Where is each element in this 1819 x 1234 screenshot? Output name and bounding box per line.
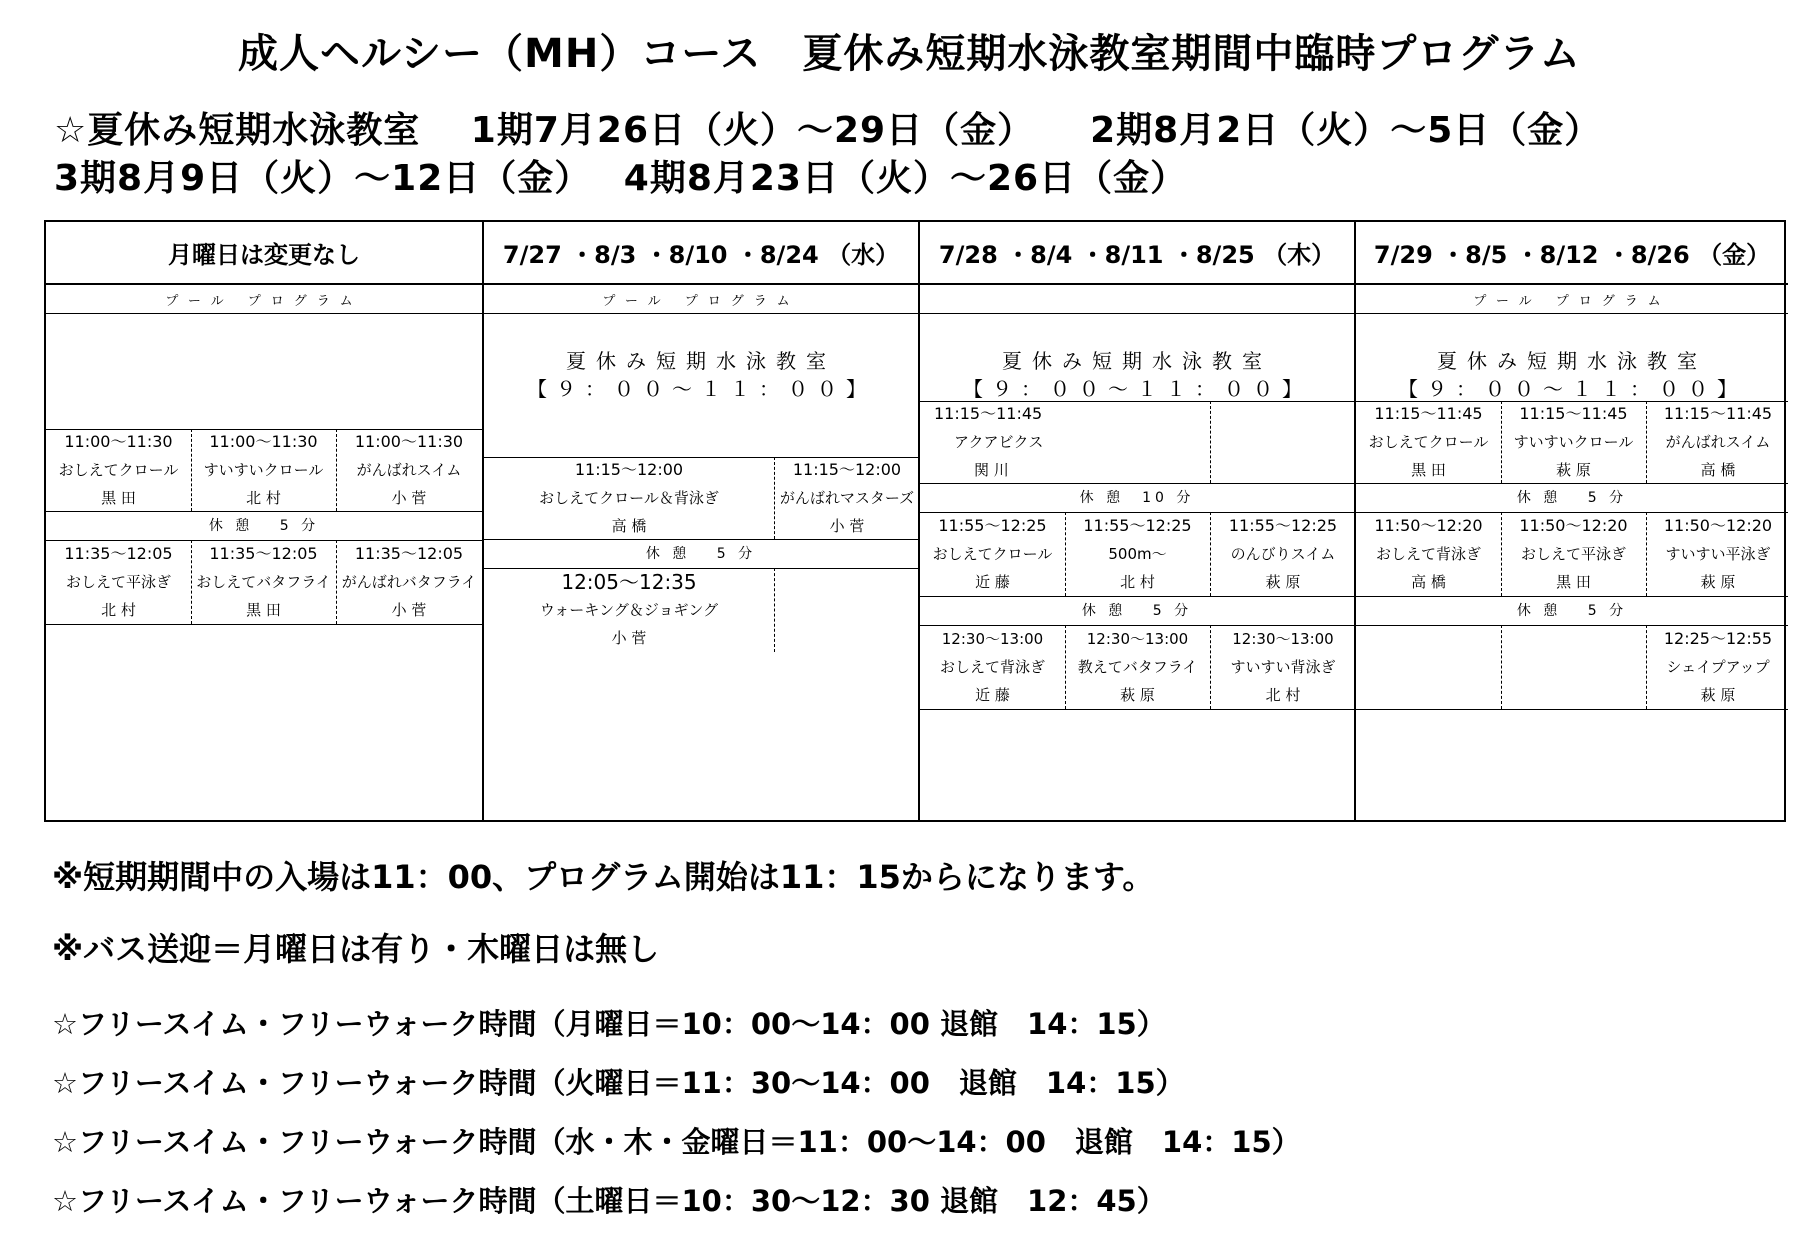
class-slot: 11:35～12:05 がんばれバタフライ 小 菅 [341, 544, 477, 619]
class-slot: 11:15～11:45 おしえてクロール 黒 田 [1368, 404, 1489, 479]
class-slot: 12:30～13:00 教えてバタフライ 萩 原 [1077, 630, 1198, 704]
rest-label: 休 憩 5 分 [645, 546, 757, 562]
rest-label: 休 憩 5 分 [1516, 603, 1628, 619]
class-slot: 12:30～13:00 おしえて背泳ぎ 近 藤 [939, 630, 1045, 704]
short-course-time: 【９：００～１１：００】 [527, 377, 875, 401]
pool-program-label: プール プログラム [1356, 285, 1788, 314]
column-monday [46, 222, 482, 820]
class-slot: 12:25～12:55 シェイプアップ 萩 原 [1663, 629, 1773, 704]
note-entry-time: ※短期期間中の入場は11：00、プログラム開始は11：15からになります。 [52, 858, 1155, 896]
short-course-time: 【９：００～１１：００】 [963, 377, 1311, 401]
class-slot: 11:50～12:20 おしえて背泳ぎ 高 橋 [1374, 516, 1483, 591]
class-slot: 11:00～11:30 がんばれスイム 小 菅 [354, 432, 464, 507]
class-slot: 11:15～11:45 アクアビクス 関 川 [934, 404, 1044, 479]
class-slot: 11:55～12:25 500m～ 北 村 [1083, 516, 1192, 591]
class-slot: 12:05～12:35 ウォーキング＆ジョギング 小 菅 [539, 570, 719, 647]
free-swim-wed-thu-fri: ☆フリースイム・フリーウォーク時間（水・木・金曜日＝11：00～14：00 退館 14：15） [52, 1125, 1301, 1159]
column-header-thursday: 7/28 ・8/4 ・8/11 ・8/25 （木） [920, 222, 1354, 285]
class-slot: 11:55～12:25 のんびりスイム 萩 原 [1228, 516, 1338, 591]
column-header-friday: 7/29 ・8/5 ・8/12 ・8/26 （金） [1356, 222, 1788, 285]
rest-label: 休 憩 5 分 [1516, 490, 1628, 506]
class-slot: 11:15～12:00 がんばれマスターズ 小 菅 [779, 460, 915, 535]
class-slot: 11:55～12:25 おしえてクロール 近 藤 [932, 516, 1053, 591]
class-slot: 11:50～12:20 おしえて平泳ぎ 黒 田 [1519, 516, 1628, 591]
short-course-title: 夏休み短期水泳教室 [1437, 349, 1707, 373]
column-friday [1354, 222, 1788, 820]
period-line-2: 3期8月9日（火）～12日（金） 4期8月23日（火）～26日（金） [54, 158, 1188, 199]
free-swim-monday: ☆フリースイム・フリーウォーク時間（月曜日＝10：00～14：00 退館 14：15） [52, 1007, 1166, 1041]
class-slot: 12:30～13:00 すいすい背泳ぎ 北 村 [1230, 630, 1336, 704]
short-course-time: 【９：００～１１：００】 [1398, 377, 1746, 401]
rest-label: 休 憩 5 分 [208, 518, 320, 534]
column-thursday [918, 222, 1354, 820]
column-header-wednesday: 7/27 ・8/3 ・8/10 ・8/24 （水） [484, 222, 918, 285]
column-wednesday [482, 222, 918, 820]
schedule-table [44, 220, 1786, 822]
short-course-title: 夏休み短期水泳教室 [1002, 349, 1272, 373]
rest-label: 休 憩 5 分 [1081, 603, 1193, 619]
class-slot: 11:15～12:00 おしえてクロール＆背泳ぎ 高 橋 [539, 460, 719, 535]
class-slot: 11:00～11:30 おしえてクロール 黒 田 [58, 432, 179, 507]
page-title: 成人ヘルシー（MH）コース 夏休み短期水泳教室期間中臨時プログラム [238, 31, 1581, 77]
class-slot: 11:15～11:45 がんばれスイム 高 橋 [1663, 404, 1773, 479]
free-swim-saturday: ☆フリースイム・フリーウォーク時間（土曜日＝10：30～12：30 退館 12：45） [52, 1184, 1166, 1218]
period-line-1: ☆夏休み短期水泳教室 1期7月26日（火）～29日（金） 2期8月2日（火）～5日（金） [54, 110, 1602, 151]
note-bus: ※バス送迎＝月曜日は有り・木曜日は無し [52, 930, 660, 968]
class-slot: 11:00～11:30 すいすいクロール 北 村 [203, 432, 324, 507]
rest-label: 休 憩 10 分 [1079, 490, 1195, 506]
class-slot: 11:15～11:45 すいすいクロール 萩 原 [1513, 404, 1634, 479]
short-course-title: 夏休み短期水泳教室 [566, 349, 836, 373]
class-slot: 11:35～12:05 おしえてバタフライ 黒 田 [196, 544, 331, 619]
column-header-monday: 月曜日は変更なし [46, 222, 482, 285]
pool-program-label: プール プログラム [46, 285, 482, 314]
class-slot: 11:35～12:05 おしえて平泳ぎ 北 村 [64, 544, 173, 619]
free-swim-tuesday: ☆フリースイム・フリーウォーク時間（火曜日＝11：30～14：00 退館 14：15） [52, 1066, 1185, 1100]
pool-program-label: プール プログラム [484, 285, 918, 314]
class-slot: 11:50～12:20 すいすい平泳ぎ 萩 原 [1663, 516, 1773, 591]
